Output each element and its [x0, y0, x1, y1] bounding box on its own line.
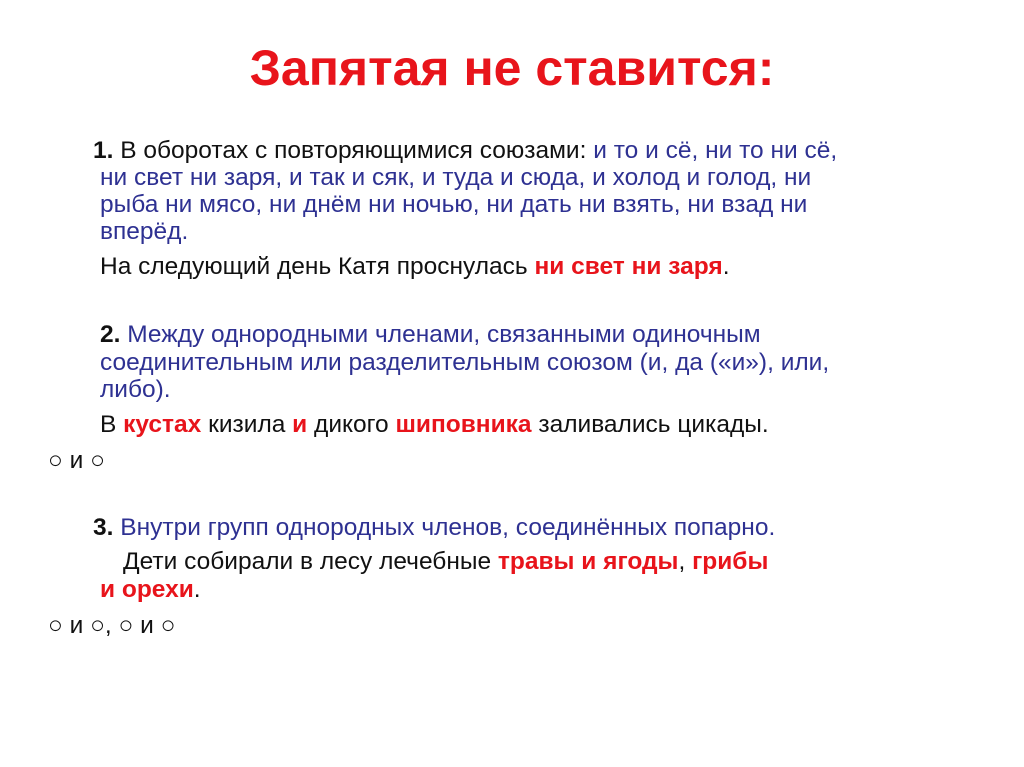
sentence-end: . [722, 253, 730, 280]
page-title: Запятая не ставится: [249, 40, 775, 96]
sentence-highlight: и орехи [100, 576, 194, 603]
sentence-plain: дикого [307, 411, 396, 438]
sentence-highlight: шиповника [395, 411, 532, 438]
rule3-line1 [93, 514, 775, 541]
rule2-text-line: либо). [100, 376, 171, 403]
rule2-number: 2. [100, 321, 121, 348]
rule1-examples-inline: и то и сё, ни то ни сё, [593, 137, 838, 164]
rule3-example-sentence [123, 548, 768, 575]
rule3-example-sentence-cont [100, 576, 201, 603]
sentence-highlight: ни свет ни заря [534, 253, 723, 280]
rule1-example-sentence [100, 253, 730, 280]
rule1-number: 1. [93, 137, 114, 164]
sentence-plain: , [678, 548, 693, 575]
rule1-examples-line: вперёд. [100, 218, 189, 245]
rule3-text: Внутри групп однородных членов, соединённых попарно. [113, 514, 776, 541]
sentence-highlight: кустах [123, 411, 202, 438]
sentence-plain: Дети собирали в лесу лечебные [123, 548, 498, 575]
sentence-highlight: травы и ягоды [497, 548, 679, 575]
rule1-examples-line: ни свет ни заря, и так и сяк, и туда и сюда, и холод и голод, ни [100, 164, 812, 191]
sentence-highlight: и [292, 411, 308, 438]
sentence-plain: . [193, 576, 201, 603]
sentence-plain: В [100, 411, 124, 438]
rule1-lead: В оборотах с повторяющимися союзами: [113, 137, 594, 164]
sentence-plain: кизила [201, 411, 293, 438]
sentence-plain: заливались цикады. [531, 411, 769, 438]
rule2-scheme: ○ и ○ [48, 447, 105, 474]
rule2-line1 [100, 321, 761, 348]
rule2-example-sentence [100, 411, 769, 438]
rule1-line1 [93, 137, 837, 164]
sentence-highlight: грибы [692, 548, 769, 575]
rule3-number: 3. [93, 514, 114, 541]
sentence-plain: На следующий день Катя проснулась [100, 253, 535, 280]
rule3-scheme: ○ и ○, ○ и ○ [48, 612, 176, 639]
rule2-text-line: соединительным или разделительным союзом (и, да («и»), или, [100, 349, 830, 376]
rule2-text: Между однородными членами, связанными одиночным [120, 321, 761, 348]
rule1-examples-line: рыба ни мясо, ни днём ни ночью, ни дать ни взять, ни взад ни [100, 191, 808, 218]
